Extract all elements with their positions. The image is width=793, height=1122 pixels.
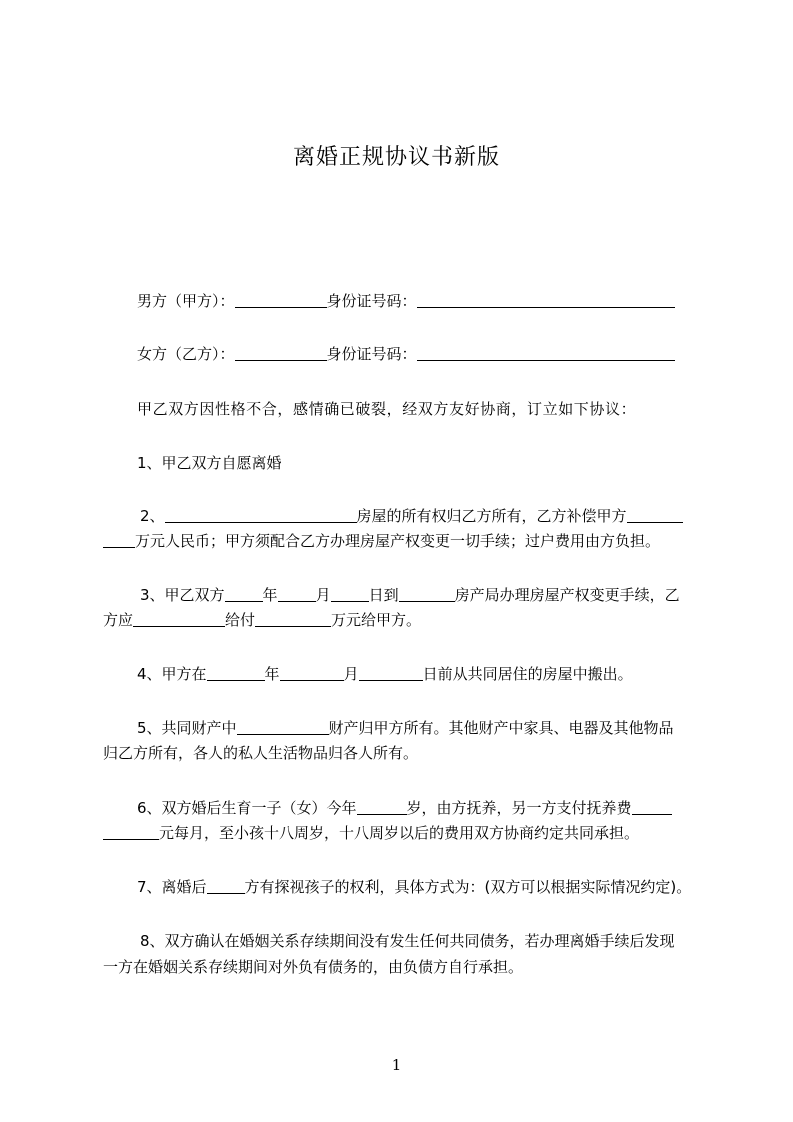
intro-paragraph: 甲乙双方因性格不合，感情确已破裂，经双方友好协商，订立如下协议： (137, 400, 637, 418)
clause-6-line-1 (137, 799, 737, 817)
clause-2-line-2 (103, 532, 703, 550)
clause-4-prefix: 4、甲方在 (137, 665, 207, 683)
clause-7 (137, 878, 737, 896)
clause-6-text-b: 元每月，至小孩十八周岁，十八周岁以后的费用双方协商约定共同承担。 (159, 824, 640, 842)
clause-5-prefix: 5、共同财产中 (137, 719, 237, 737)
clause-3-line-1 (140, 586, 740, 604)
clause-3-year: 年 (262, 586, 278, 604)
clause-6-amount-blank (632, 800, 672, 815)
party-b-id-blank (417, 346, 675, 361)
clause-3-place-blank (399, 587, 455, 602)
party-a-line (137, 292, 737, 310)
clause-5-line-1 (137, 719, 737, 737)
clause-6-line-2 (103, 824, 703, 842)
clause-3-prefix: 3、甲乙双方 (140, 586, 225, 604)
clause-1: 1、甲乙双方自愿离婚 (137, 454, 282, 472)
clause-4 (137, 665, 737, 683)
clause-4-year: 年 (264, 665, 280, 683)
party-b-line (137, 345, 737, 363)
clause-8-line-1: 8、双方确认在婚姻关系存续期间没有发生任何共同债务，若办理离婚手续后发现 (140, 932, 675, 950)
clause-3-year-blank (225, 587, 263, 602)
party-b-name-blank (235, 346, 327, 361)
party-a-name-blank (235, 293, 327, 308)
clause-8-line-2: 一方在婚姻关系存续期间对外负有债务的，由负债方自行承担。 (103, 958, 524, 976)
clause-7-prefix: 7、离婚后 (137, 878, 207, 896)
party-a-label: 男方（甲方）： (137, 292, 235, 310)
document-title: 离婚正规协议书新版 (292, 145, 500, 170)
clause-2-amount-blank (627, 508, 683, 523)
clause-4-text: 日前从共同居住的房屋中搬出。 (422, 665, 633, 683)
clause-3-pay: 给付 (225, 611, 256, 629)
clause-4-month-blank (280, 666, 344, 681)
clause-4-month: 月 (343, 665, 359, 683)
clause-6-age-blank (357, 800, 407, 815)
clause-3-text-c: 万元给甲方。 (331, 611, 422, 629)
clause-6-text-a: 岁，由方抚养，另一方支付抚养费 (406, 799, 632, 817)
page-number: 1 (391, 1056, 402, 1074)
clause-5-line-2: 归乙方所有，各人的私人生活物品归各人所有。 (103, 744, 419, 762)
party-b-label: 女方（乙方）： (137, 345, 235, 363)
clause-2-prefix: 2、 (140, 507, 165, 525)
clause-2-text-a: 房屋的所有权归乙方所有，乙方补偿甲方 (356, 507, 627, 525)
clause-3-day-blank (331, 587, 369, 602)
clause-2-amount-blank-cont (103, 533, 135, 548)
party-a-id-label: 身份证号码： (326, 292, 417, 310)
clause-3-day-to: 日到 (368, 586, 399, 604)
clause-3-text-b: 方应 (103, 611, 134, 629)
clause-3-amount-blank (255, 612, 331, 627)
clause-2-property-blank (165, 508, 357, 523)
party-a-id-blank (417, 293, 675, 308)
clause-5-property-blank (237, 720, 329, 735)
clause-2-text-b: 万元人民币；甲方须配合乙方办理房屋产权变更一切手续；过户费用由方负担。 (135, 532, 661, 550)
party-b-id-label: 身份证号码： (326, 345, 417, 363)
clause-7-party-blank (207, 879, 245, 894)
clause-2-line-1 (140, 507, 740, 525)
clause-3-month: 月 (315, 586, 331, 604)
clause-4-year-blank (207, 666, 265, 681)
clause-3-line-2 (103, 611, 703, 629)
clause-7-text: 方有探视孩子的权利，具体方式为：(双方可以根据实际情况约定)。 (244, 878, 692, 896)
clause-3-text-a: 房产局办理房屋产权变更手续，乙 (454, 586, 680, 604)
clause-6-prefix: 6、双方婚后生育一子（女）今年 (137, 799, 357, 817)
clause-3-month-blank (278, 587, 316, 602)
clause-3-payer-blank (133, 612, 225, 627)
clause-5-text-a: 财产归甲方所有。其他财产中家具、电器及其他物品 (328, 719, 674, 737)
clause-6-amount-blank-cont (103, 825, 159, 840)
clause-4-day-blank (359, 666, 423, 681)
